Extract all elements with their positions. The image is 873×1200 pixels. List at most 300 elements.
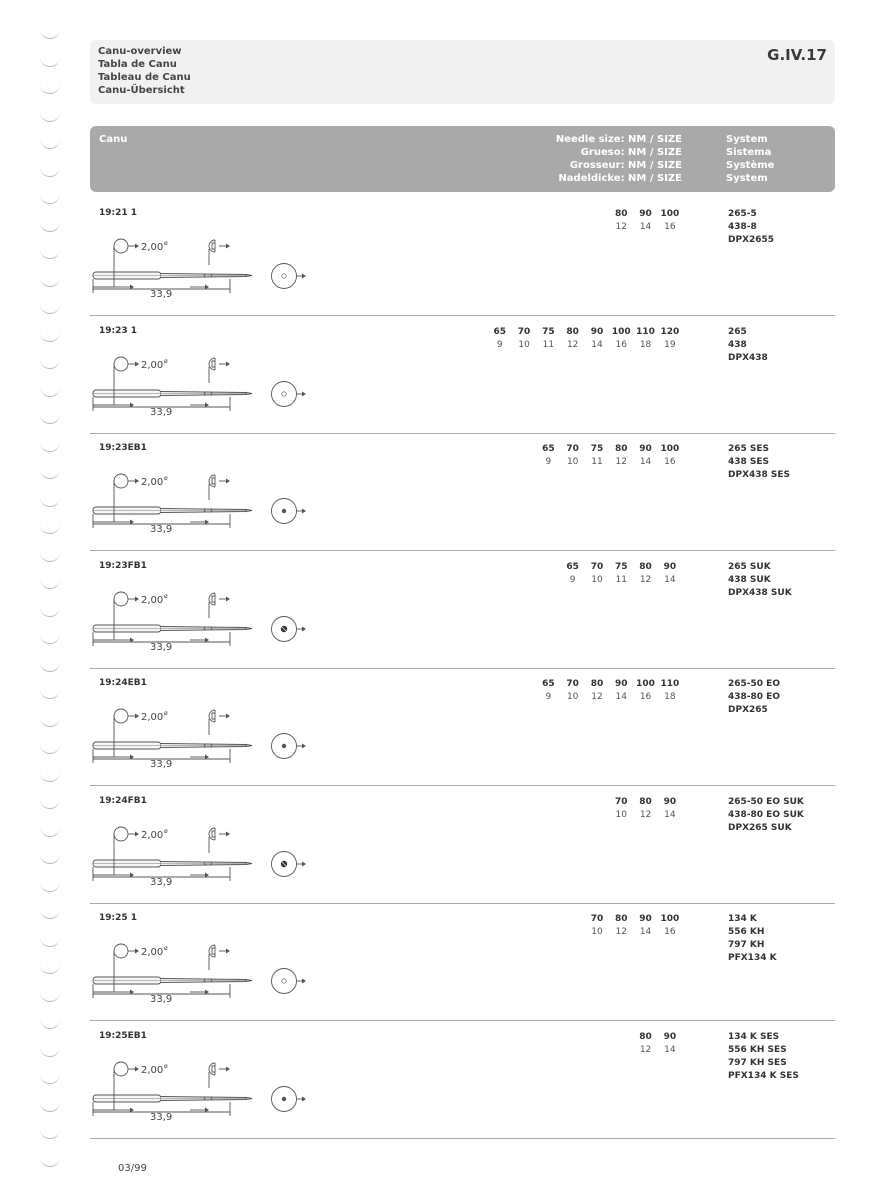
size-column — [609, 208, 633, 234]
row-divider — [90, 1138, 835, 1139]
page-title — [98, 45, 191, 97]
nm-value: 70 — [566, 444, 579, 454]
size-value: 14 — [664, 574, 676, 585]
binding-hole — [40, 1156, 60, 1167]
nm-value: 80 — [614, 209, 628, 219]
binding-hole — [40, 166, 60, 177]
needle-diagram — [90, 1058, 320, 1128]
size-value: 9 — [569, 574, 576, 585]
binding-hole — [40, 606, 60, 617]
eye-marker — [209, 358, 215, 370]
size-column — [585, 443, 609, 469]
size-column — [561, 678, 585, 704]
header-system-line: System — [726, 173, 768, 184]
nm-value: 100 — [660, 914, 680, 924]
point-cross-section — [272, 1086, 307, 1111]
table-row — [90, 199, 835, 316]
diameter-label: 2,00 — [141, 242, 164, 253]
size-column — [512, 326, 536, 352]
header-needle-size-line: Needle size: NM / SIZE — [555, 134, 682, 145]
size-value: 10 — [591, 574, 603, 585]
length-label: 33,9 — [150, 759, 173, 770]
table-row — [90, 669, 835, 786]
point-cross-section — [272, 264, 307, 289]
diameter-label: 2,00 — [141, 359, 164, 371]
needle-diagram — [90, 705, 320, 775]
size-column — [609, 913, 633, 939]
eye-marker — [209, 710, 215, 722]
diameter-marker — [114, 357, 128, 371]
binding-hole — [40, 1018, 60, 1029]
system-name: 556 KH — [728, 927, 765, 937]
needle-sizes — [609, 208, 682, 234]
binding-hole — [40, 496, 60, 507]
system-name: 438 — [728, 339, 747, 350]
eye-marker — [209, 475, 215, 487]
eye-marker — [209, 828, 215, 840]
binding-hole — [40, 28, 60, 39]
table-row — [90, 904, 835, 1021]
diameter-marker — [114, 827, 128, 841]
diameter-label: 2,00 — [141, 712, 164, 723]
nm-value: 80 — [614, 914, 628, 924]
length-label: 33,9 — [150, 289, 173, 300]
binding-hole — [40, 743, 60, 754]
nm-value: 70 — [590, 914, 604, 924]
needle-point — [246, 745, 252, 747]
size-column — [536, 443, 560, 469]
binding-hole — [40, 138, 60, 149]
needle-sizes — [561, 561, 682, 587]
size-column — [633, 1031, 657, 1057]
system-list — [728, 443, 790, 482]
needle-point — [246, 980, 252, 982]
binding-hole — [40, 688, 60, 699]
table-row — [90, 1022, 835, 1139]
system-name: PFX134 K SES — [728, 1070, 799, 1081]
binding-hole — [40, 193, 60, 204]
table-row — [90, 552, 835, 669]
size-column — [658, 326, 682, 352]
size-value: 11 — [542, 339, 555, 350]
table-header — [90, 126, 835, 192]
title-line: Canu-overview — [98, 46, 182, 57]
system-name: 134 K SES — [728, 1031, 780, 1042]
needle-sizes — [585, 913, 682, 939]
table-row — [90, 434, 835, 551]
size-value: 16 — [639, 692, 652, 702]
diameter-marker — [114, 944, 128, 958]
needle-point — [246, 275, 252, 277]
diameter-symbol: ø — [164, 240, 168, 247]
size-value: 9 — [496, 339, 503, 350]
header-canu: Canu — [99, 134, 128, 145]
binding-hole — [40, 908, 60, 919]
diameter-symbol: ø — [164, 1062, 168, 1070]
eye-marker — [209, 593, 215, 605]
needle-name: 19:23 1 — [99, 325, 138, 336]
nm-value: 75 — [590, 444, 604, 454]
diameter-label: 2,00 — [141, 477, 164, 488]
nm-value: 90 — [663, 1031, 677, 1042]
size-value: 12 — [639, 574, 652, 585]
nm-value: 90 — [663, 796, 677, 807]
binding-hole — [40, 798, 60, 809]
size-column — [609, 443, 633, 469]
needle-drawing — [93, 709, 306, 770]
needle-drawing — [93, 944, 306, 1005]
binding-hole — [40, 551, 60, 562]
header-system-line: Sistema — [726, 147, 772, 158]
eye-marker — [209, 1063, 215, 1075]
size-column — [561, 561, 585, 587]
size-column — [561, 443, 585, 469]
nm-value: 100 — [660, 209, 680, 219]
binding-hole — [40, 468, 60, 479]
size-value: 12 — [615, 927, 627, 937]
point-cross-section — [272, 969, 307, 994]
size-value: 14 — [664, 1044, 676, 1055]
binding-hole — [40, 963, 60, 974]
nm-value: 65 — [542, 444, 555, 454]
size-column — [609, 796, 633, 822]
binding-hole — [40, 248, 60, 259]
binding-hole — [40, 276, 60, 287]
system-name: 438-80 EO SUK — [728, 809, 804, 820]
system-name: DPX265 — [728, 705, 768, 715]
size-column — [633, 443, 657, 469]
system-name: 797 KH SES — [728, 1057, 787, 1068]
needle-point — [246, 510, 252, 512]
binding-hole — [40, 661, 60, 672]
nm-value: 110 — [636, 326, 655, 337]
eye-marker — [209, 945, 215, 957]
binding-hole — [40, 1046, 60, 1057]
size-column — [658, 208, 682, 234]
system-name: DPX438 SUK — [728, 587, 792, 598]
nm-value: 80 — [639, 561, 652, 572]
nm-value: 90 — [590, 326, 604, 337]
size-column — [658, 1031, 682, 1057]
table-row — [90, 787, 835, 904]
needle-diagram — [90, 470, 320, 540]
binding-hole — [40, 633, 60, 644]
diameter-marker — [114, 239, 128, 253]
size-value: 10 — [566, 457, 579, 467]
size-value: 12 — [591, 692, 603, 702]
size-column — [633, 913, 657, 939]
size-column — [561, 326, 585, 352]
diameter-symbol: ø — [164, 827, 168, 835]
diameter-symbol: ø — [164, 945, 168, 952]
binding-hole — [40, 853, 60, 864]
nm-value: 90 — [639, 209, 652, 219]
size-value: 12 — [639, 1044, 652, 1055]
system-list — [728, 678, 780, 717]
table-row — [90, 317, 835, 434]
binding-hole — [40, 303, 60, 314]
size-column — [658, 561, 682, 587]
needle-name: 19:21 1 — [99, 208, 138, 218]
length-label: 33,9 — [150, 876, 173, 888]
nm-value: 80 — [639, 796, 652, 807]
needle-drawing — [93, 1062, 306, 1123]
size-column — [633, 796, 657, 822]
size-column — [585, 913, 609, 939]
diameter-marker — [114, 1062, 128, 1076]
nm-value: 100 — [660, 444, 680, 454]
system-name: 265-5 — [728, 209, 757, 219]
needle-drawing — [93, 592, 306, 653]
size-column — [658, 443, 682, 469]
size-column — [609, 561, 633, 587]
system-name: 265 SUK — [728, 561, 771, 572]
point-cross-section — [272, 851, 307, 876]
needle-drawing — [93, 474, 306, 535]
header-system — [726, 133, 774, 185]
needle-sizes — [633, 1031, 682, 1057]
nm-value: 90 — [614, 679, 628, 689]
binding-hole — [40, 441, 60, 452]
nm-value: 120 — [660, 326, 680, 337]
size-value: 14 — [639, 457, 652, 467]
binding-hole — [40, 881, 60, 892]
system-name: DPX438 SES — [728, 470, 791, 480]
page-code: G.IV.17 — [767, 46, 827, 64]
nm-value: 80 — [566, 326, 579, 337]
size-value: 12 — [615, 457, 627, 467]
needle-diagram — [90, 940, 320, 1010]
system-list — [728, 208, 774, 247]
title-line: Tableau de Canu — [98, 72, 191, 83]
size-column — [536, 678, 560, 704]
size-column — [658, 678, 682, 704]
nm-value: 70 — [566, 679, 579, 689]
title-box — [90, 40, 835, 104]
system-name: 556 KH SES — [728, 1044, 787, 1055]
diameter-label: 2,00 — [141, 829, 164, 841]
size-column — [633, 208, 657, 234]
binding-hole — [40, 771, 60, 782]
size-value: 14 — [639, 927, 652, 937]
diameter-marker — [114, 592, 128, 606]
binding-hole — [40, 221, 60, 232]
header-needle-size — [556, 133, 682, 185]
size-column — [633, 561, 657, 587]
diameter-symbol: ø — [164, 357, 168, 365]
nm-value: 100 — [636, 679, 655, 689]
system-name: DPX438 — [728, 352, 768, 363]
system-name: 265-50 EO — [728, 679, 780, 689]
needle-point — [246, 627, 252, 629]
binding-hole — [40, 826, 60, 837]
system-name: 265 — [728, 326, 747, 337]
needle-diagram — [90, 823, 320, 893]
binding-hole — [40, 936, 60, 947]
header-system-line: Système — [726, 160, 775, 171]
size-column — [585, 561, 609, 587]
nm-value: 90 — [639, 444, 652, 454]
needle-sizes — [536, 678, 682, 704]
size-value: 14 — [591, 339, 603, 350]
binding-hole — [40, 56, 60, 67]
needle-drawing — [93, 239, 306, 300]
binding-hole — [40, 1101, 60, 1112]
system-name: 438 SES — [728, 457, 770, 467]
diameter-marker — [114, 709, 128, 723]
diameter-marker — [114, 474, 128, 488]
size-value: 19 — [664, 339, 676, 350]
binding-hole — [40, 991, 60, 1002]
needle-sizes — [536, 443, 682, 469]
system-list — [728, 561, 792, 600]
diameter-symbol: ø — [164, 592, 168, 600]
needle-point — [246, 392, 252, 394]
size-value: 14 — [615, 692, 627, 702]
size-value: 14 — [664, 809, 676, 820]
footer-date: 03/99 — [118, 1163, 147, 1174]
system-list — [728, 913, 777, 965]
size-value: 10 — [566, 692, 579, 702]
needle-diagram — [90, 353, 320, 423]
binding-hole — [40, 523, 60, 534]
title-line: Canu-Übersicht — [98, 85, 185, 96]
binding-hole — [40, 331, 60, 342]
needle-name: 19:23EB1 — [99, 443, 147, 453]
system-name: 438 SUK — [728, 574, 771, 585]
length-label: 33,9 — [150, 641, 173, 653]
system-name: 797 KH — [728, 940, 765, 950]
nm-value: 80 — [639, 1031, 652, 1042]
size-column — [488, 326, 512, 352]
needle-sizes — [609, 796, 682, 822]
diameter-symbol: ø — [164, 710, 168, 717]
needle-name: 19:25EB1 — [99, 1030, 147, 1041]
nm-value: 65 — [493, 326, 507, 337]
size-value: 18 — [664, 692, 676, 702]
eye-marker — [209, 240, 215, 252]
header-system-line: System — [726, 134, 768, 145]
needle-point — [246, 862, 252, 864]
size-column — [609, 678, 633, 704]
system-name: 265 SES — [728, 444, 770, 454]
size-value: 12 — [566, 339, 579, 350]
nm-value: 70 — [517, 326, 531, 337]
size-value: 12 — [615, 222, 627, 232]
size-column — [536, 326, 560, 352]
binding-hole — [40, 413, 60, 424]
size-column — [658, 796, 682, 822]
length-label: 33,9 — [150, 1111, 173, 1123]
point-cross-section — [272, 734, 307, 759]
system-name: 438-8 — [728, 222, 757, 232]
size-value: 16 — [664, 457, 676, 467]
needle-drawing — [93, 357, 306, 418]
nm-value: 90 — [639, 914, 652, 924]
binding-hole — [40, 1073, 60, 1084]
needle-point — [246, 1097, 252, 1099]
diameter-symbol: ø — [164, 475, 168, 482]
nm-value: 75 — [542, 326, 555, 337]
size-value: 16 — [664, 222, 676, 232]
size-value: 12 — [639, 809, 652, 820]
size-value: 10 — [518, 339, 530, 350]
size-value: 16 — [615, 339, 627, 350]
size-value: 11 — [591, 457, 603, 467]
binding-hole — [40, 83, 60, 94]
binding-hole — [40, 578, 60, 589]
size-value: 9 — [545, 457, 552, 467]
length-label: 33,9 — [150, 994, 173, 1005]
nm-value: 100 — [611, 326, 631, 337]
length-label: 33,9 — [150, 524, 173, 535]
diameter-label: 2,00 — [141, 1064, 164, 1076]
nm-value: 90 — [663, 561, 677, 572]
size-column — [633, 326, 657, 352]
header-needle-size-line: Grosseur: NM / SIZE — [569, 160, 682, 171]
size-value: 16 — [664, 927, 676, 937]
size-column — [585, 326, 609, 352]
needle-diagram — [90, 588, 320, 658]
needle-name: 19:23FB1 — [99, 560, 147, 571]
size-column — [658, 913, 682, 939]
length-label: 33,9 — [150, 406, 173, 418]
diameter-label: 2,00 — [141, 594, 164, 606]
size-value: 11 — [615, 574, 627, 585]
needle-name: 19:24FB1 — [99, 795, 147, 806]
needle-sizes — [488, 326, 682, 352]
size-value: 10 — [615, 809, 627, 820]
header-needle-size-line: Grueso: NM / SIZE — [580, 147, 682, 158]
system-name: PFX134 K — [728, 953, 777, 963]
needle-name: 19:25 1 — [99, 913, 138, 923]
point-cross-section — [272, 616, 307, 641]
nm-value: 110 — [660, 679, 680, 689]
size-value: 9 — [545, 692, 552, 702]
diameter-label: 2,00 — [141, 947, 164, 958]
system-name: 134 K — [728, 914, 757, 924]
point-cross-section — [272, 381, 307, 406]
nm-value: 65 — [542, 679, 555, 689]
system-name: DPX265 SUK — [728, 822, 792, 833]
nm-value: 70 — [590, 561, 604, 572]
binding-hole — [40, 358, 60, 369]
size-column — [633, 678, 657, 704]
system-list — [728, 1031, 799, 1083]
header-needle-size-line: Nadeldicke: NM / SIZE — [558, 173, 682, 184]
system-list — [728, 796, 804, 835]
nm-value: 80 — [590, 679, 604, 689]
system-name: 438-80 EO — [728, 692, 780, 702]
binding-hole — [40, 386, 60, 397]
size-value: 18 — [639, 339, 652, 350]
needle-diagram — [90, 235, 320, 305]
needle-drawing — [93, 827, 306, 888]
nm-value: 80 — [614, 444, 628, 454]
size-value: 14 — [639, 222, 652, 232]
size-column — [609, 326, 633, 352]
system-name: DPX2655 — [728, 235, 775, 245]
binding-hole — [40, 111, 60, 122]
point-cross-section — [272, 499, 307, 524]
needle-name: 19:24EB1 — [99, 678, 147, 688]
nm-value: 70 — [614, 796, 628, 807]
nm-value: 65 — [566, 561, 579, 572]
binding-hole — [40, 1128, 60, 1139]
title-line: Tabla de Canu — [98, 59, 177, 70]
size-column — [585, 678, 609, 704]
binding-hole — [40, 716, 60, 727]
